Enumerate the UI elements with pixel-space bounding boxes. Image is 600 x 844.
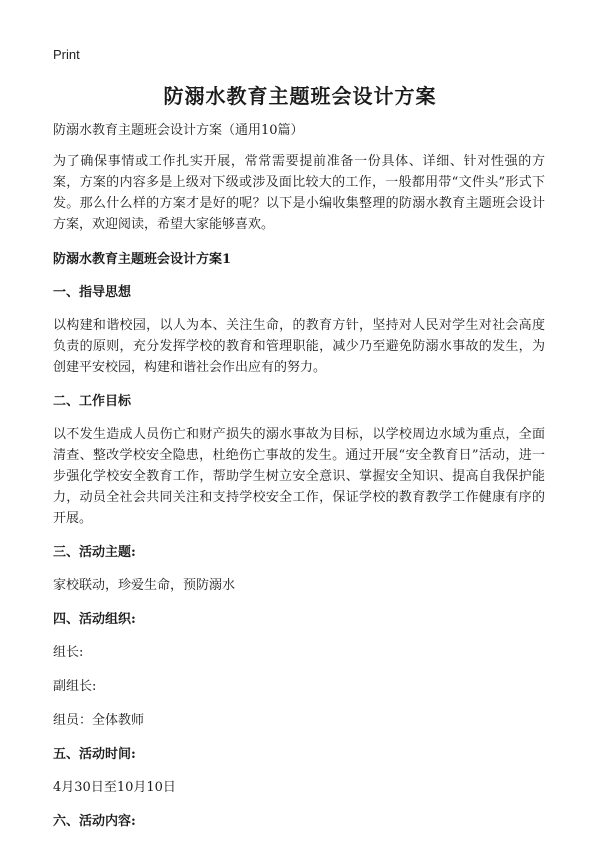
- section-text-work-goals: 以不发生造成人员伤亡和财产损失的溺水事故为目标，以学校周边水域为重点，全面清查、整改学校安全隐患，杜绝伤亡事故的发生。通过开展“安全教育日”活动，进一步强化学校安全教育工作，帮助学生树立安全意识、掌握安全知识、提高自我保护能力，动员全社会共同关注和支持学校安全工作，保证学校的教育教学工作健康有序的开展。: [53, 427, 545, 526]
- intro-paragraph: 为了确保事情或工作扎实开展，常常需要提前准备一份具体、详细、针对性强的方案，方案的内容多是上级对下级或涉及面比较大的工作，一般都用带“文件头”形式下发。那么什么样的方案才是好的呢？以下是小编收集整理的防溺水教育主题班会设计方案，欢迎阅读，希望大家能够喜欢。: [53, 154, 545, 232]
- section-heading-activity-content: 六、活动内容:: [53, 814, 136, 829]
- print-link[interactable]: Print: [53, 47, 80, 62]
- org-line-deputy-leader: 副组长:: [53, 679, 97, 694]
- document-body: [53, 120, 545, 844]
- section-text-activity-theme: 家校联动，珍爱生命，预防溺水: [53, 578, 236, 593]
- page-title: 防溺水教育主题班会设计方案: [163, 84, 437, 108]
- document-subtitle: 防溺水教育主题班会设计方案（通用10篇）: [53, 123, 304, 138]
- section-text-activity-time: 4月30日至10月10日: [53, 780, 176, 795]
- org-line-members: 组员：全体教师: [53, 713, 145, 728]
- section-heading-work-goals: 二、工作目标: [53, 394, 132, 409]
- plan-heading: 防溺水教育主题班会设计方案1: [53, 252, 232, 267]
- section-heading-activity-time: 五、活动时间:: [53, 747, 136, 762]
- org-line-leader: 组长:: [53, 645, 84, 660]
- section-heading-activity-theme: 三、活动主题:: [53, 545, 136, 560]
- section-heading-activity-organization: 四、活动组织:: [53, 612, 136, 627]
- section-text-guiding-ideology: 以构建和谐校园，以人为本、关注生命，的教育方针，坚持对人民对学生对社会高度负责的原则，充分发挥学校的教育和管理职能，减少乃至避免防溺水事故的发生，为创建平安校园，构建和谐社会作出应有的努力。: [53, 318, 545, 375]
- section-heading-guiding-ideology: 一、指导思想: [53, 285, 132, 300]
